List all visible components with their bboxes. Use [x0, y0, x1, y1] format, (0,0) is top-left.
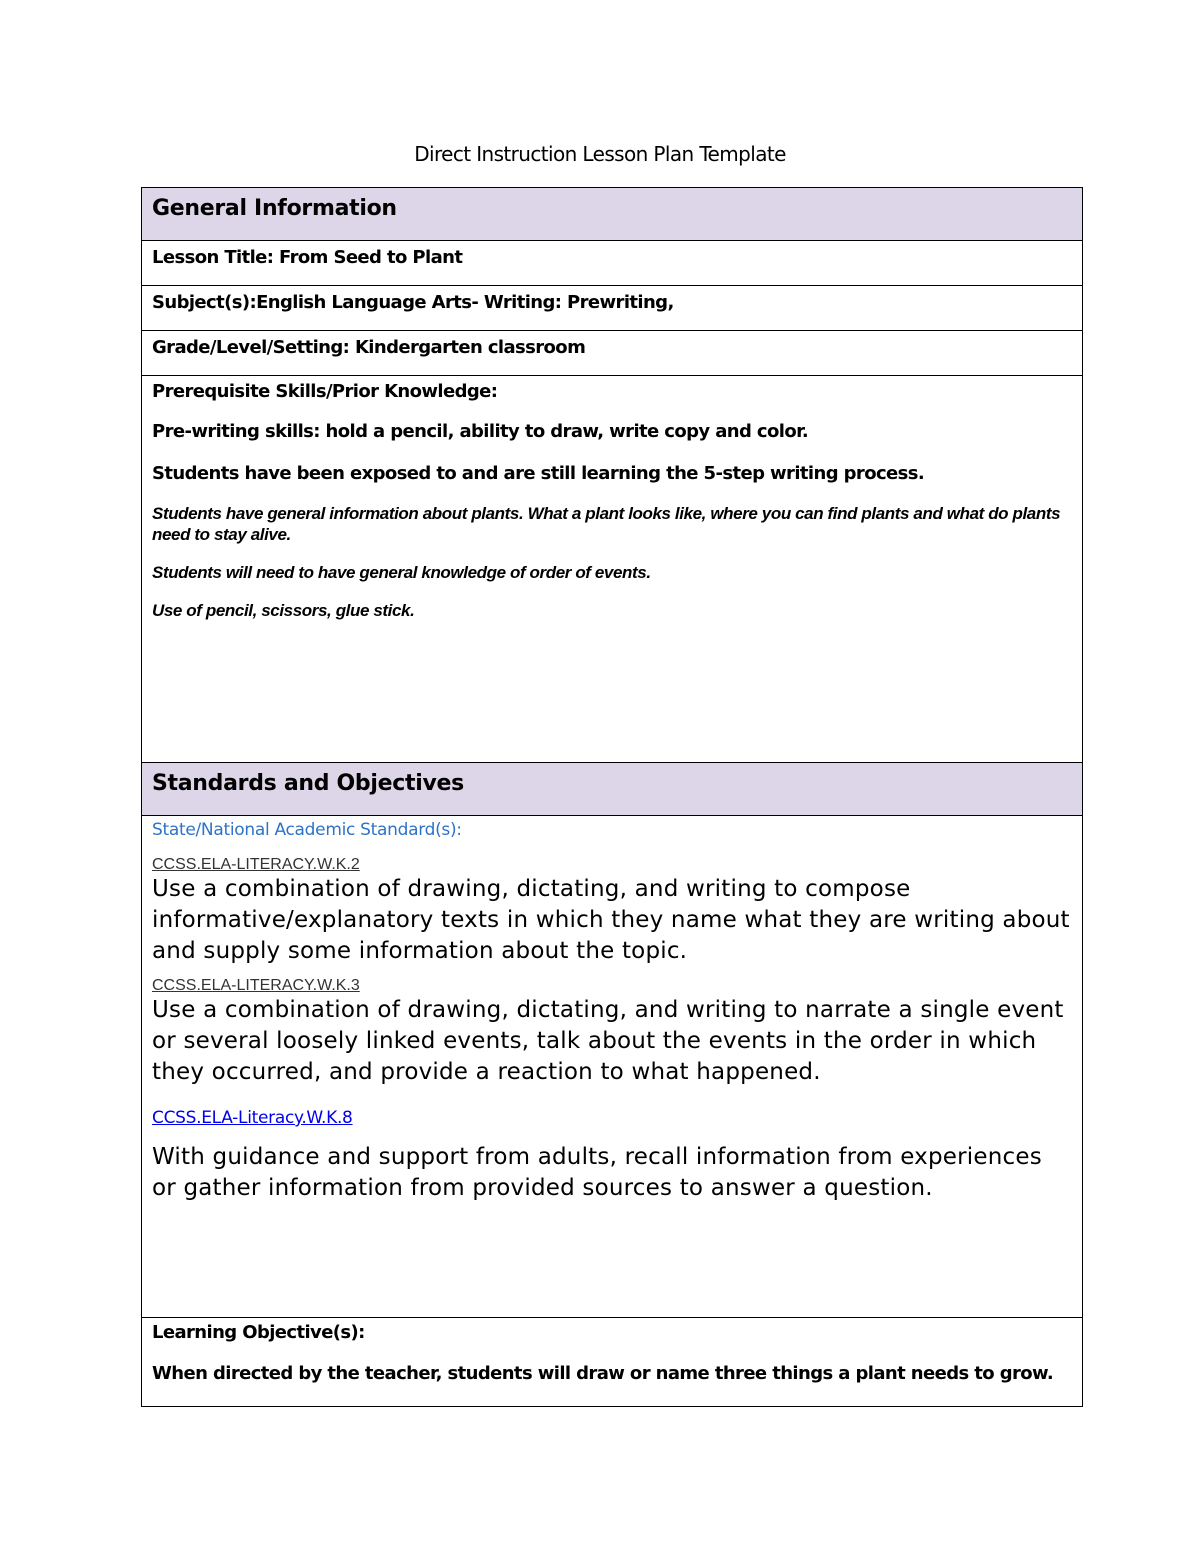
prereq-item: Students have been exposed to and are still learning the 5-step writing process. — [152, 463, 925, 484]
prereq-item: Use of pencil, scissors, glue stick. — [152, 601, 415, 620]
standard-text: With guidance and support from adults, recall information from experiences or gather information from provided sources to answer a question. — [152, 1144, 1042, 1201]
subjects-cell: Subject(s):English Language Arts- Writing: Prewriting, — [142, 286, 1083, 331]
prereq-item: Students have general information about plants. What a plant looks like, where you can find plants and what do plants need to stay alive. — [152, 504, 1061, 544]
standard-text: Use a combination of drawing, dictating, and writing to compose informative/explanatory texts in which they name what they are writing about and supply some information about the topic. — [152, 876, 1070, 964]
prereq-item: Pre-writing skills: hold a pencil, ability to draw, write copy and color. — [152, 421, 809, 442]
document-title: Direct Instruction Lesson Plan Template — [414, 142, 786, 166]
prerequisite-label: Prerequisite Skills/Prior Knowledge: — [152, 381, 498, 402]
prereq-item: Students will need to have general knowledge of order of events. — [152, 563, 651, 582]
standard-code-link[interactable]: CCSS.ELA-Literacy.W.K.8 — [152, 1108, 353, 1128]
learning-objective-text: When directed by the teacher, students will draw or name three things a plant needs to grow. — [152, 1363, 1054, 1384]
learning-objectives-cell — [142, 1318, 1083, 1407]
standard-text: Use a combination of drawing, dictating, and writing to narrate a single event or several loosely linked events, talk about the events in the order in which they occurred, and provide a reaction to what happened. — [152, 997, 1064, 1085]
standard-code-link[interactable]: CCSS.ELA-LITERACY.W.K.3 — [152, 977, 360, 994]
standard-code-link[interactable]: CCSS.ELA-LITERACY.W.K.2 — [152, 856, 360, 873]
standards-cell — [142, 816, 1083, 1318]
lesson-plan-table — [141, 187, 1083, 1407]
standards-label: State/National Academic Standard(s): — [152, 820, 462, 840]
standards-objectives-heading: Standards and Objectives — [142, 763, 1083, 816]
learning-objectives-label: Learning Objective(s): — [152, 1322, 365, 1343]
grade-level-cell: Grade/Level/Setting: Kindergarten classroom — [142, 331, 1083, 376]
general-information-heading: General Information — [142, 188, 1083, 241]
lesson-title-cell: Lesson Title: From Seed to Plant — [142, 241, 1083, 286]
prerequisite-cell — [142, 376, 1083, 763]
